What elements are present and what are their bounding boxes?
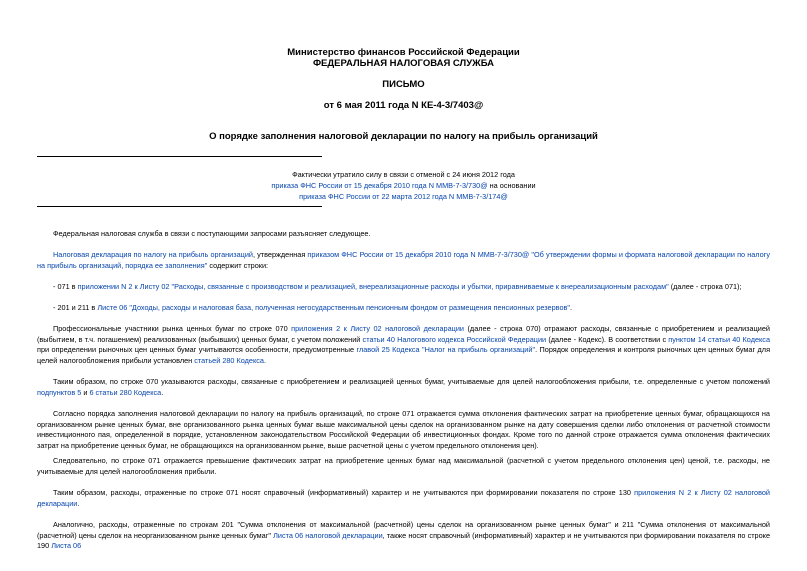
- paragraph-2: [37, 250, 770, 271]
- paragraph-3: [37, 282, 770, 293]
- order-730-link[interactable]: приказа ФНС России от 15 декабря 2010 года N ММВ-7-3/730@: [271, 181, 488, 190]
- article-40-tax-code-link[interactable]: статьи 40 Налогового кодекса Российской Федерации: [362, 334, 547, 344]
- paragraph-5-text-3: (далее - Кодекс). В соответствии с: [546, 334, 669, 344]
- subpoint-5-link[interactable]: подпунктов 5: [37, 387, 82, 397]
- status-note-line-1: Фактически утратило силу в связи с отменой с 24 июня 2012 года: [292, 170, 515, 179]
- paragraph-6-text-3: .: [161, 387, 164, 397]
- paragraph-5-text-1: Профессиональные участники рынка ценных бумаг по строке 070: [53, 324, 292, 333]
- sheet-06-short-link[interactable]: Листа 06: [51, 541, 82, 550]
- paragraph-3-text-2: (далее - строка 071);: [668, 282, 742, 291]
- appendix-2-sheet-02-link[interactable]: приложении N 2 к Листу 02 "Расходы, связанные с производством и реализацией, внереализационные расходы и убытки, приравниваемые к внереализационным расходам": [77, 282, 669, 291]
- ministry-name: Министерство финансов Российской Федерации: [287, 47, 520, 58]
- paragraph-8: [37, 456, 770, 477]
- paragraph-7: [37, 409, 770, 451]
- paragraph-5: [37, 324, 770, 366]
- sheet-06-declaration-link[interactable]: Листа 06 налоговой декларации: [273, 530, 383, 540]
- article-280-point-6-link[interactable]: 6 статьи 280 Кодекса: [89, 387, 162, 397]
- paragraph-9: [37, 488, 770, 509]
- paragraph-5-text-2: (далее - строка 070) отражают расходы, связанные с приобретением и реализацией (выбытием, в т.ч. погашением) реализованных (выбывших) ценных бумаг, с учетом положений: [37, 324, 770, 344]
- paragraph-10-text-2: , также носят справочный (информативный) характер и не учитываются при формировании показателя по строке 190: [37, 530, 771, 550]
- service-name: ФЕДЕРАЛЬНАЯ НАЛОГОВАЯ СЛУЖБА: [312, 58, 495, 69]
- paragraph-8-text: Следовательно, по строке 071 отражается превышение фактических затрат на приобретение ценных бумаг над максимальной (расчетной с учетом предельного отклонения цен) ценой, т.е. расходы, не учитываемые для целей налогообложения прибыли.: [37, 456, 770, 476]
- paragraph-10: [37, 520, 770, 552]
- paragraph-3-text-1: - 071 в: [53, 282, 78, 291]
- appendix-2-sheet-02-declaration-link[interactable]: приложения N 2 к Листу 02 налоговой декларации: [37, 488, 770, 508]
- document-subject: О порядке заполнения налоговой декларации по налогу на прибыль организаций: [209, 131, 598, 142]
- document-type: ПИСЬМО: [382, 79, 425, 90]
- tax-declaration-link[interactable]: Налоговая декларация по налогу на прибыль организаций: [53, 250, 253, 259]
- paragraph-5-text-5: . Порядок определения и контроля рыночных цен ценных бумаг для целей налогообложения прибыли установлен: [37, 345, 771, 365]
- chapter-25-link[interactable]: главой 25 Кодекса "Налог на прибыль организаций": [356, 345, 536, 354]
- paragraph-2-text-2: содержит строки:: [207, 260, 269, 270]
- appendix-2-declaration-link[interactable]: приложения 2 к Листу 02 налоговой декларации: [291, 324, 464, 333]
- order-174-link[interactable]: приказа ФНС России от 22 марта 2012 года N ММВ-7-3/174@: [299, 192, 508, 201]
- paragraph-5-text-6: .: [263, 355, 266, 365]
- paragraph-5-text-4: при определении рыночных цен ценных бумаг учитываются особенности, предусмотренные: [37, 345, 357, 354]
- document-date-number: от 6 мая 2011 года N КЕ-4-3/7403@: [323, 100, 484, 111]
- status-note-bottom-rule: [37, 206, 322, 207]
- paragraph-6: [37, 377, 770, 398]
- paragraph-4-text-2: .: [569, 303, 572, 312]
- status-note-line-2-text: на основании: [487, 181, 536, 190]
- sheet-06-link[interactable]: Листе 06 "Доходы, расходы и налоговая база, полученная негосударственным пенсионным фондом от размещения пенсионных резервов": [97, 303, 570, 312]
- paragraph-1-text: Федеральная налоговая служба в связи с поступающими запросами разъясняет следующее.: [53, 229, 371, 238]
- article-280-link[interactable]: статьей 280 Кодекса: [194, 355, 264, 365]
- paragraph-2-text-1: , утвержденная: [252, 250, 308, 259]
- paragraph-6-text-1: Таким образом, по строке 070 указываются расходы, связанные с приобретением и реализацией ценных бумаг, учитываемые для целей налогообложения прибыли, т.е. определенные с учетом положений: [53, 377, 770, 386]
- paragraph-1: [37, 229, 770, 240]
- paragraph-10-text-1: Аналогично, расходы, отраженные по строкам 201 "Сумма отклонения от максимальной (расчетной) цены сделок на организованном рынке ценных бумаг" и 211 "Сумма отклонения от максимальной (расчетной) цены сделок на неорганизованном рынке ценных бумаг": [37, 520, 770, 540]
- paragraph-7-text: Согласно порядка заполнения налоговой декларации по налогу на прибыль организаций, по строке 071 отражается сумма отклонения фактических затрат на приобретение ценных бумаг, обращающихся на организованном рынке ценных бумаг, вне организованного рынка ценных бумаг выше максимальной цены сделок на организованном рынке на дату совершения сделки либо отклонения от расчетной стоимости инвестиционного пая, определенной в порядке, установленном законодательством Российской Федерации об инвестиционных фондах. Кроме того по данной строке отражается сумма отклонения фактических затрат на приобретение ценных бумаг, не обращающихся на организованном рынке, выше расчетной цены с учетом предельного отклонения цен).: [37, 409, 770, 450]
- status-note-line-3: [0, 192, 807, 202]
- paragraph-6-text-2: и: [81, 387, 90, 397]
- paragraph-4-text-1: - 201 и 211 в: [53, 303, 98, 312]
- status-note-line-2: [0, 181, 807, 191]
- status-note-top-rule: [37, 156, 322, 157]
- paragraph-4: [37, 303, 770, 314]
- paragraph-9-text-2: .: [77, 498, 80, 508]
- article-40-point-14-link[interactable]: пунктом 14 статьи 40 Кодекса: [668, 334, 770, 344]
- paragraph-9-text-1: Таким образом, расходы, отраженные по строке 071 носят справочный (информативный) характер и не учитываются при формировании показателя по строке 130: [53, 488, 635, 497]
- order-730-approval-link[interactable]: приказом ФНС России от 15 декабря 2010 года N ММВ-7-3/730@ "Об утверждении формы и формата налоговой декларации по налогу на прибыль организаций, порядка ее заполнения": [37, 250, 770, 270]
